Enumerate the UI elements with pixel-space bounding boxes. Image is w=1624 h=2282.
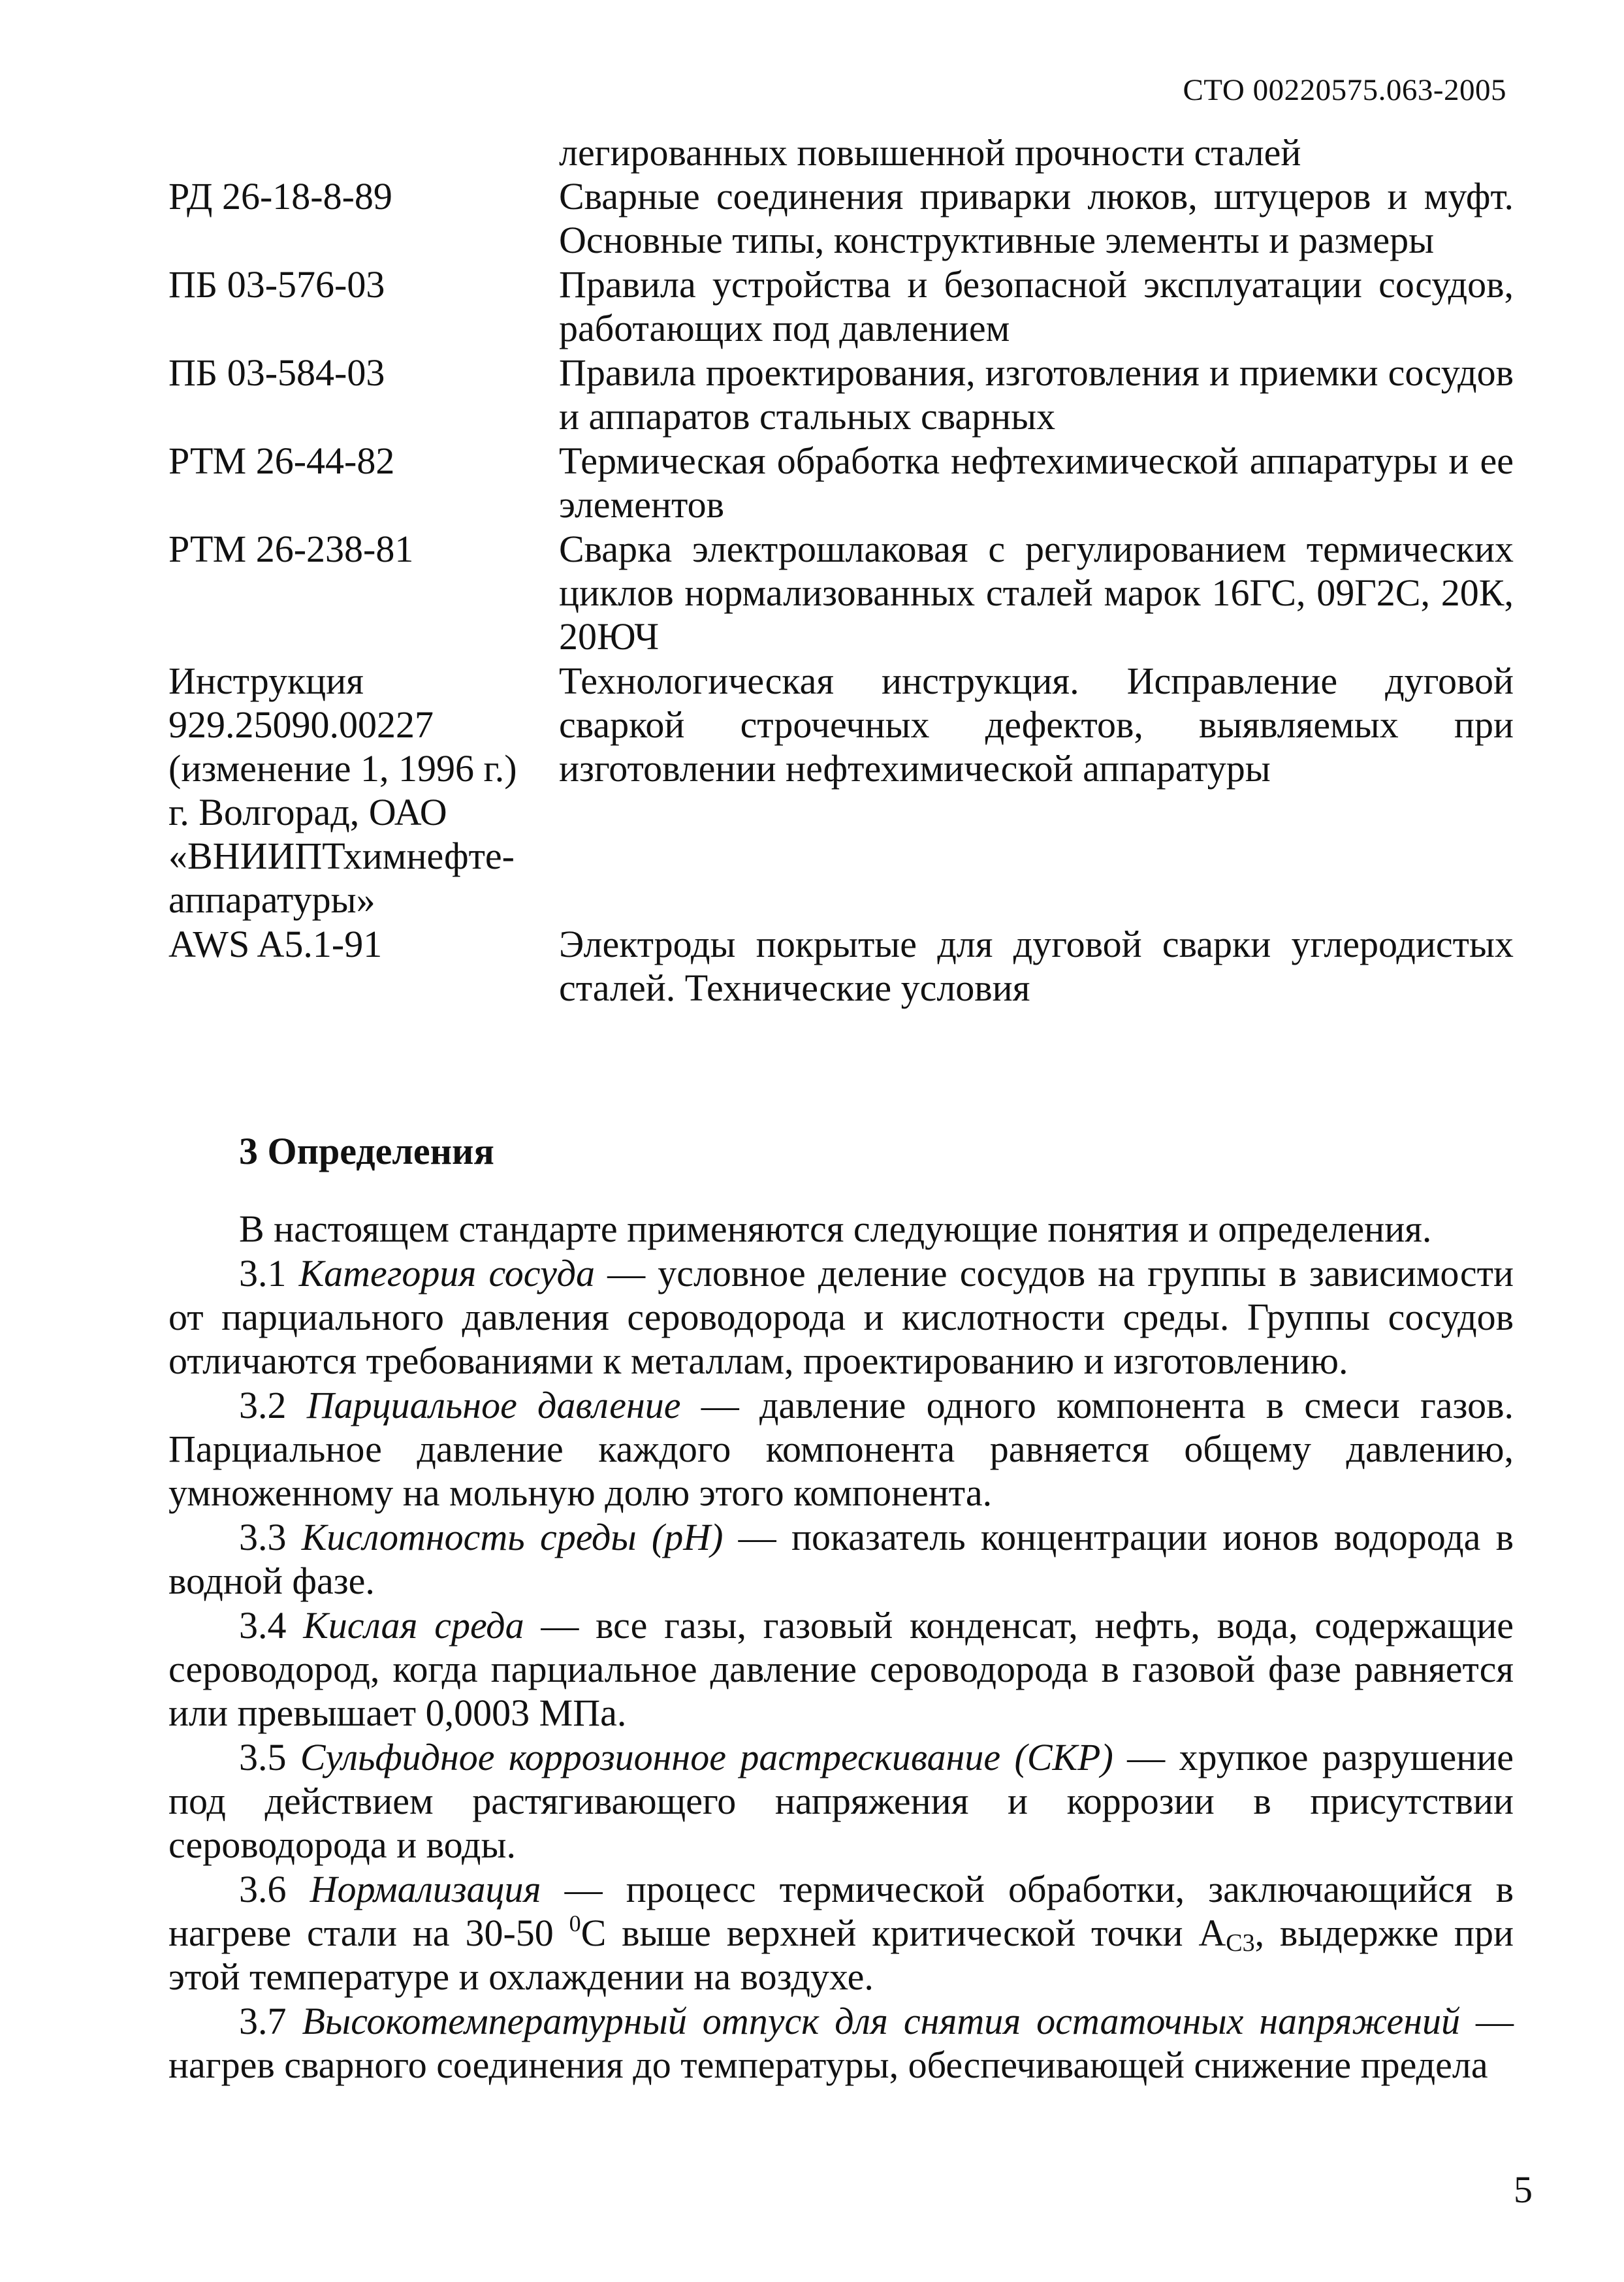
definition-paragraph xyxy=(168,1251,1514,1383)
reference-title: Сварка электрошлаковая с регулированием термических циклов нормализованных сталей марок 16ГС, 09Г2С, 20К, 20ЮЧ xyxy=(559,528,1514,658)
degree-superscript: 0 xyxy=(569,1910,581,1936)
section-intro: В настоящем стандарте применяются следующие понятия и определения. xyxy=(239,1208,1432,1250)
reference-code: Инструкция 929.25090.00227 (изменение 1, 1996 г.) г. Волгорад, ОАО «ВНИИПТхимнефте- аппаратуры» xyxy=(168,660,517,921)
definition-paragraph xyxy=(168,1867,1514,1999)
reference-title: Технологическая инструкция. Исправление дуговой сваркой строчечных дефектов, выявляемых при изготовлении нефтехимической аппаратуры xyxy=(559,660,1514,790)
definition-paragraph xyxy=(168,1999,1514,2087)
reference-row xyxy=(168,439,1514,526)
reference-row xyxy=(168,659,1514,922)
definition-number: 3.6 xyxy=(239,1868,287,1910)
definition-number: 3.4 xyxy=(239,1604,287,1647)
definition-number: 3.5 xyxy=(239,1736,287,1778)
definitions-body xyxy=(168,1207,1514,2087)
definition-text: — нагрев сварного соединения до температуры, обеспечивающей снижение предела xyxy=(168,2000,1514,2086)
reference-title: Правила проектирования, изготовления и приемки сосудов и аппаратов стальных сварных xyxy=(559,351,1514,438)
reference-row xyxy=(168,174,1514,262)
document-code: СТО 00220575.063-2005 xyxy=(1183,73,1506,107)
definition-term: Кислотность среды (pH) xyxy=(301,1516,724,1558)
reference-code: ПБ 03-576-03 xyxy=(168,263,385,306)
reference-title: Термическая обработка нефтехимической аппаратуры и ее элементов xyxy=(559,440,1514,526)
reference-code: РТМ 26-44-82 xyxy=(168,440,395,482)
reference-title: Правила устройства и безопасной эксплуатации сосудов, работающих под давлением xyxy=(559,263,1514,349)
normative-references xyxy=(168,131,1514,1010)
definition-text: С выше верхней критической точки А xyxy=(581,1912,1226,1954)
page-number: 5 xyxy=(1514,2168,1533,2211)
definition-text: — хрупкое разрушение под действием растягивающего напряжения и коррозии в присутствии сероводорода и воды. xyxy=(168,1736,1514,1866)
definition-text: — показатель концентрации ионов водорода в водной фазе. xyxy=(168,1516,1514,1602)
reference-row xyxy=(168,922,1514,1010)
reference-row xyxy=(168,263,1514,350)
critical-point-subscript: С3 xyxy=(1226,1929,1255,1957)
reference-code: РД 26-18-8-89 xyxy=(168,175,392,217)
reference-row xyxy=(168,351,1514,438)
definition-term: Категория сосуда xyxy=(298,1252,596,1294)
definition-paragraph xyxy=(168,1515,1514,1603)
definition-number: 3.2 xyxy=(239,1384,287,1426)
definition-term: Парциальное давление xyxy=(306,1384,681,1426)
definition-paragraph xyxy=(168,1603,1514,1735)
definition-term: Высокотемпературный отпуск для снятия остаточных напряжений xyxy=(302,2000,1461,2042)
definition-term: Нормализация xyxy=(310,1868,541,1910)
reference-code: РТМ 26-238-81 xyxy=(168,528,414,570)
definition-term: Сульфидное коррозионное растрескивание (СКР) xyxy=(300,1736,1113,1778)
reference-code: AWS A5.1-91 xyxy=(168,923,383,965)
definition-number: 3.1 xyxy=(239,1252,287,1294)
definition-paragraph xyxy=(168,1383,1514,1515)
definition-text: , выдержке при этой температуре и охлаждении на воздухе. xyxy=(168,1912,1514,1998)
definition-text: — все газы, газовый конденсат, нефть, вода, содержащие сероводород, когда парциальное давление сероводорода в газовой фазе равняется или превышает 0,0003 МПа. xyxy=(168,1604,1514,1734)
reference-title: Сварные соединения приварки люков, штуцеров и муфт. Основные типы, конструктивные элементы и размеры xyxy=(559,175,1514,261)
reference-code: ПБ 03-584-03 xyxy=(168,351,385,394)
reference-title-continuation: легированных повышенной прочности сталей xyxy=(559,131,1301,174)
section-heading: 3 Определения xyxy=(239,1130,494,1172)
definition-text: — условное деление сосудов на группы в зависимости от парциального давления сероводорода и кислотности среды. Группы сосудов отличаются требованиями к металлам, проектированию и изготовлению. xyxy=(168,1252,1514,1382)
definition-number: 3.7 xyxy=(239,2000,287,2042)
definition-text: — давление одного компонента в смеси газов. Парциальное давление каждого компонента равняется общему давлению, умноженному на мольную долю этого компонента. xyxy=(168,1384,1514,1514)
reference-title: Электроды покрытые для дуговой сварки углеродистых сталей. Технические условия xyxy=(559,923,1514,1009)
reference-row xyxy=(168,527,1514,658)
definition-text: — процесс термической обработки, заключающийся в нагреве стали на 30-50 xyxy=(168,1868,1514,1954)
definition-paragraph xyxy=(168,1735,1514,1867)
definition-term: Кислая среда xyxy=(303,1604,524,1647)
definition-number: 3.3 xyxy=(239,1516,287,1558)
